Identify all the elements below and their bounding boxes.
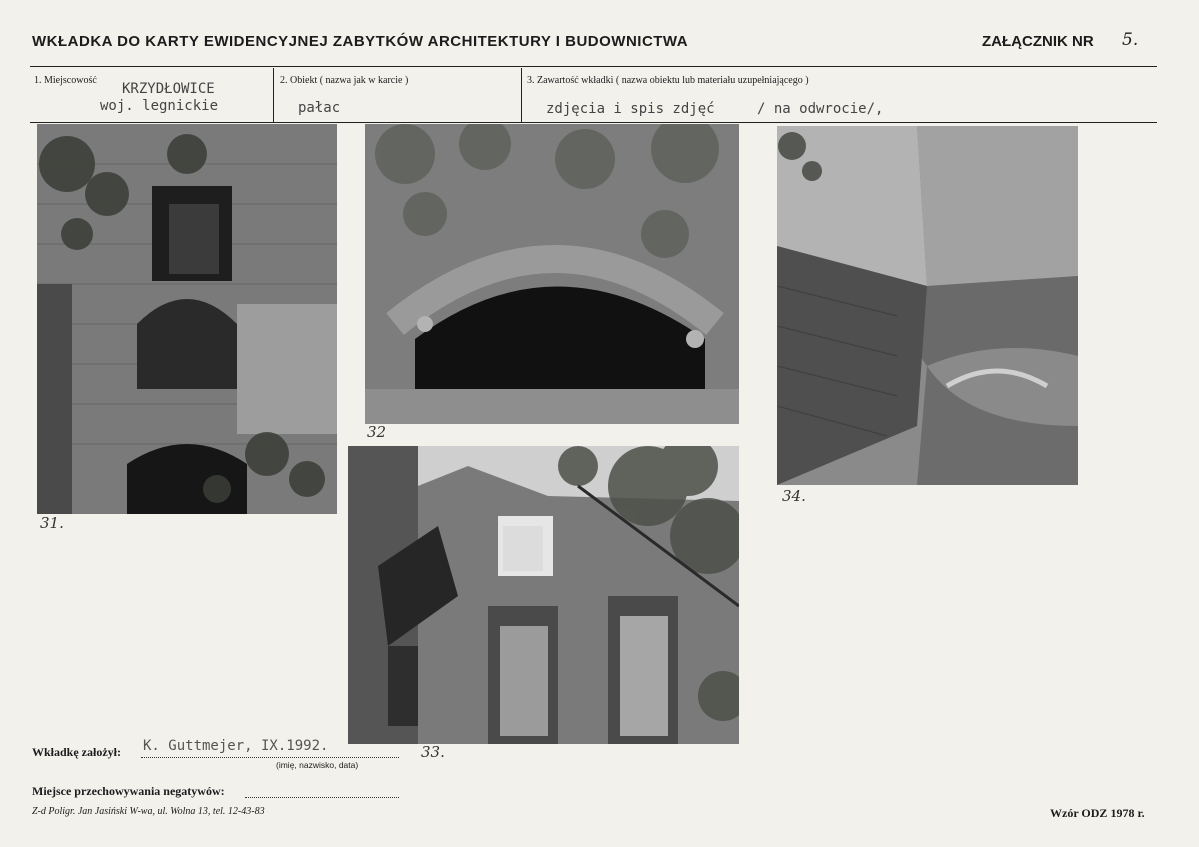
founded-by-value: K. Guttmejer, IX.1992.: [143, 738, 329, 754]
photo-31-number: 31.: [40, 514, 64, 532]
negatives-label: Miejsce przechowywania negatywów:: [32, 784, 225, 798]
photo-31: [37, 124, 337, 514]
founded-by-line: [141, 757, 399, 758]
contents-label: 3. Zawartość wkładki ( nazwa obiektu lub materiału uzupełniającego ): [527, 75, 809, 86]
photo-32-number: 32: [367, 423, 387, 441]
form-model: Wzór ODZ 1978 r.: [1050, 806, 1145, 820]
header-top-rule: [30, 66, 1157, 67]
locality-value: KRZYDŁOWICE: [122, 81, 215, 97]
locality-label: 1. Miejscowość: [34, 75, 97, 86]
object-label: 2. Obiekt ( nazwa jak w karcie ): [280, 75, 409, 86]
photo-34: [777, 126, 1078, 485]
annex-number: 5.: [1122, 30, 1139, 50]
founded-by-hint: (imię, nazwisko, data): [276, 760, 359, 770]
contents-value: zdjęcia i spis zdjęć: [546, 101, 715, 117]
object-value: pałac: [298, 100, 341, 116]
header-bottom-rule: [30, 122, 1157, 123]
photo-33-number: 33.: [421, 743, 445, 761]
photo-32: [365, 124, 739, 424]
negatives-line: [245, 797, 399, 798]
printer-imprint: Z-d Poligr. Jan Jasiński W-wa, ul. Wolna 13, tel. 12-43-83: [32, 806, 265, 817]
founded-by-label: Wkładkę założył:: [32, 745, 121, 759]
field-divider-2: [521, 68, 522, 122]
photo-33: [348, 446, 739, 744]
contents-value-note: / na odwrocie/,: [757, 101, 884, 117]
annex-label: ZAŁĄCZNIK NR: [982, 33, 1094, 50]
photo-34-number: 34.: [782, 487, 806, 505]
form-title: WKŁADKA DO KARTY EWIDENCYJNEJ ZABYTKÓW ARCHITEKTURY I BUDOWNICTWA: [32, 33, 689, 50]
voivodeship-value: woj. legnickie: [100, 98, 219, 114]
field-divider-1: [273, 68, 274, 122]
